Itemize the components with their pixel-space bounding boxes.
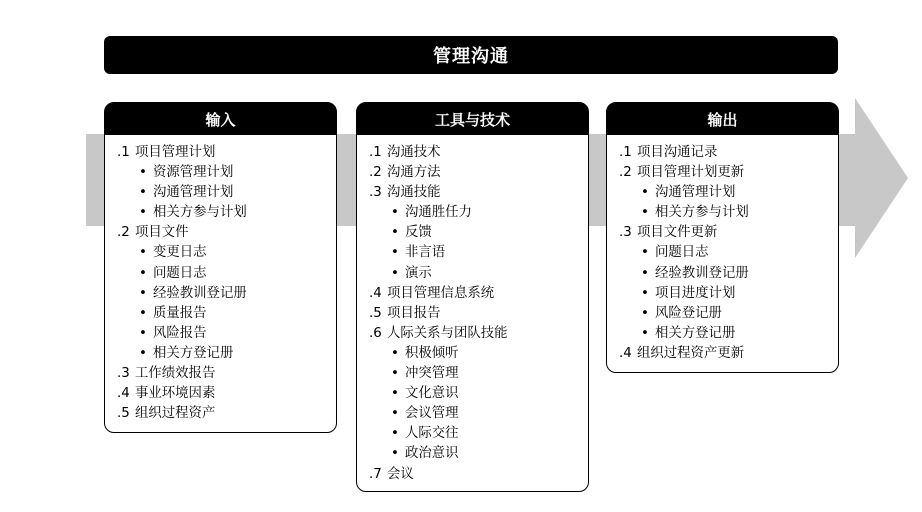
sub-item [369,384,588,404]
item-label: 沟通方法 [387,165,441,181]
sub-item-label: 相关方登记册 [655,325,736,341]
sub-item [117,284,336,304]
bullet-icon: • [139,245,147,261]
process-title-bar [104,36,838,74]
sub-item-label: 问题日志 [153,265,207,281]
sub-item [619,284,838,304]
sub-item [117,243,336,263]
list-item [369,284,588,304]
bullet-icon: • [139,345,147,361]
sub-item [619,243,838,263]
bullet-icon: • [391,426,399,442]
sub-item-label: 沟通管理计划 [153,185,234,201]
sub-item-label: 经验教训登记册 [153,285,247,301]
sub-item-label: 风险报告 [153,325,207,341]
sub-item [117,163,336,183]
sub-item [619,324,838,344]
sub-item-label: 沟通管理计划 [655,185,736,201]
item-label: 组织过程资产 [135,406,216,422]
sub-item [619,264,838,284]
sub-item [619,183,838,203]
bullet-icon: • [139,185,147,201]
item-number: .2 [619,165,632,181]
sub-item [369,344,588,364]
bullet-icon: • [641,245,649,261]
inputs-list [105,135,336,424]
item-label: 会议 [387,466,414,482]
item-label: 项目管理信息系统 [387,285,495,301]
sub-item [117,304,336,324]
list-item [117,404,336,424]
item-number: .7 [369,466,382,482]
list-item [117,223,336,243]
item-label: 人际关系与团队技能 [387,325,508,341]
item-number: .2 [369,165,382,181]
bullet-icon: • [391,225,399,241]
item-label: 项目报告 [387,305,441,321]
sub-item [369,203,588,223]
item-label: 项目沟通记录 [637,145,718,160]
bullet-icon: • [139,265,147,281]
item-number: .4 [117,386,130,402]
sub-item-label: 冲突管理 [405,366,459,382]
sub-item-label: 相关方登记册 [153,345,234,361]
tools-list [357,135,588,485]
bullet-icon: • [641,285,649,301]
bullet-icon: • [139,285,147,301]
sub-item-label: 人际交往 [405,426,459,442]
item-label: 沟通技术 [387,145,441,160]
item-label: 项目管理计划更新 [637,165,745,181]
sub-item-label: 沟通胜任力 [405,205,472,221]
item-number: .4 [369,285,382,301]
item-label: 沟通技能 [387,185,441,201]
bullet-icon: • [641,325,649,341]
item-label: 项目管理计划 [135,145,216,160]
bullet-icon: • [391,245,399,261]
bullet-icon: • [139,305,147,321]
bullet-icon: • [391,386,399,402]
list-item [369,465,588,485]
sub-item-label: 文化意识 [405,386,459,402]
bullet-icon: • [641,265,649,281]
sub-item [117,203,336,223]
sub-item-label: 政治意识 [405,446,459,462]
bullet-icon: • [391,406,399,422]
item-number: .1 [369,145,382,160]
bullet-icon: • [641,205,649,221]
bullet-icon: • [139,325,147,341]
item-number: .5 [117,406,130,422]
inputs-box [104,102,337,433]
sub-item [619,203,838,223]
list-item [369,183,588,203]
item-number: .1 [117,145,130,160]
sub-item-label: 变更日志 [153,245,207,261]
outputs-list [607,135,838,364]
sub-item-label: 会议管理 [405,406,459,422]
sub-item-label: 相关方参与计划 [153,205,247,221]
item-number: .6 [369,325,382,341]
sub-item-label: 项目进度计划 [655,285,736,301]
sub-item [117,344,336,364]
sub-item [117,324,336,344]
bullet-icon: • [641,305,649,321]
list-item [619,163,838,183]
sub-item-label: 积极倾听 [405,345,459,361]
sub-item [369,404,588,424]
sub-item [619,304,838,324]
list-item [117,364,336,384]
item-number: .3 [619,225,632,241]
item-label: 组织过程资产更新 [637,345,745,361]
item-label: 项目文件更新 [637,225,718,241]
sub-item [369,223,588,243]
item-number: .2 [117,225,130,241]
bullet-icon: • [391,446,399,462]
sub-item [369,243,588,263]
sub-item-label: 相关方参与计划 [655,205,749,221]
sub-item-label: 演示 [405,265,432,281]
list-item [369,143,588,163]
sub-item-label: 非言语 [405,245,446,261]
sub-item [369,424,588,444]
item-number: .5 [369,305,382,321]
list-item [117,384,336,404]
bullet-icon: • [641,185,649,201]
sub-item [369,264,588,284]
item-label: 事业环境因素 [135,386,216,402]
list-item [117,143,336,163]
item-label: 工作绩效报告 [135,366,216,382]
list-item [619,344,838,364]
inputs-header: 输入 [105,103,336,135]
bullet-icon: • [391,265,399,281]
tools-header: 工具与技术 [357,103,588,135]
item-number: .1 [619,145,632,160]
tools-box [356,102,589,492]
outputs-header: 输出 [607,103,838,135]
sub-item-label: 问题日志 [655,245,709,261]
item-number: .3 [369,185,382,201]
list-item [619,143,838,163]
sub-item-label: 风险登记册 [655,305,722,321]
sub-item-label: 反馈 [405,225,432,241]
sub-item [369,364,588,384]
bullet-icon: • [391,366,399,382]
bullet-icon: • [391,345,399,361]
bullet-icon: • [391,205,399,221]
item-number: .4 [619,345,632,361]
sub-item [369,444,588,464]
bullet-icon: • [139,165,147,181]
list-item [369,304,588,324]
item-number: .3 [117,366,130,382]
bullet-icon: • [139,205,147,221]
list-item [369,324,588,344]
list-item [369,163,588,183]
item-label: 项目文件 [135,225,189,241]
outputs-box [606,102,839,373]
sub-item [117,183,336,203]
sub-item-label: 经验教训登记册 [655,265,749,281]
sub-item-label: 质量报告 [153,305,207,321]
list-item [619,223,838,243]
sub-item [117,264,336,284]
process-title: 管理沟通 [433,46,509,67]
sub-item-label: 资源管理计划 [153,165,234,181]
